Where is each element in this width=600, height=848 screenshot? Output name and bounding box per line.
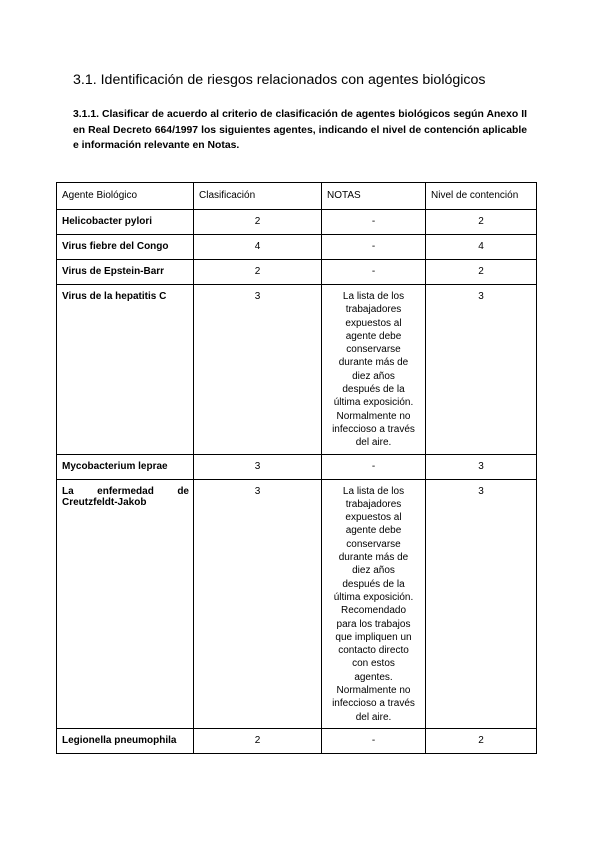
table-row [57, 235, 537, 260]
header-notes: NOTAS [322, 183, 426, 210]
classification-value: 3 [194, 454, 322, 479]
header-classification: Clasificación [194, 183, 322, 210]
containment-value: 2 [426, 210, 537, 235]
notes-value: - [322, 210, 426, 235]
containment-value: 3 [426, 479, 537, 728]
table-row [57, 285, 537, 455]
table-row [57, 210, 537, 235]
containment-value: 4 [426, 235, 537, 260]
containment-value: 2 [426, 260, 537, 285]
notes-value: - [322, 260, 426, 285]
containment-value: 3 [426, 454, 537, 479]
classification-value: 2 [194, 728, 322, 753]
biological-agents-table [56, 182, 537, 754]
classification-value: 3 [194, 285, 322, 455]
section-heading: 3.1. Identificación de riesgos relacionados con agentes biológicos [73, 72, 486, 88]
table-row [57, 454, 537, 479]
agent-name: Helicobacter pylori [57, 210, 194, 235]
classification-value: 2 [194, 260, 322, 285]
notes-value: La lista de los trabajadores expuestos al agente debe conservarse durante más de diez años después de la última exposición. Normalmente no infeccioso a través del aire. [322, 285, 426, 455]
containment-value: 3 [426, 285, 537, 455]
containment-value: 2 [426, 728, 537, 753]
table-row [57, 479, 537, 728]
agent-name: Virus de la hepatitis C [57, 285, 194, 455]
header-agent: Agente Biológico [57, 183, 194, 210]
table-row [57, 260, 537, 285]
notes-value: - [322, 454, 426, 479]
notes-value: La lista de los trabajadores expuestos al agente debe conservarse durante más de diez años después de la última exposición. Recomendado para los trabajos que impliquen un contacto directo con estos agentes. Normalmente no infeccioso a través del aire. [322, 479, 426, 728]
header-containment: Nivel de contención [426, 183, 537, 210]
agent-name: Virus de Epstein-Barr [57, 260, 194, 285]
notes-value: - [322, 728, 426, 753]
classification-value: 4 [194, 235, 322, 260]
table-row [57, 728, 537, 753]
classification-value: 2 [194, 210, 322, 235]
agent-name: Legionella pneumophila [57, 728, 194, 753]
section-subheading: 3.1.1. Clasificar de acuerdo al criterio de clasificación de agentes biológicos según Anexo II en Real Decreto 664/1997 los siguientes agentes, indicando el nivel de contención aplicable e información relevante en Notas. [73, 109, 527, 151]
classification-value: 3 [194, 479, 322, 728]
table-header-row [57, 183, 537, 210]
agent-name: Mycobacterium leprae [57, 454, 194, 479]
notes-value: - [322, 235, 426, 260]
agent-name: Virus fiebre del Congo [57, 235, 194, 260]
agent-name: La enfermedad de Creutzfeldt-Jakob [57, 479, 194, 728]
